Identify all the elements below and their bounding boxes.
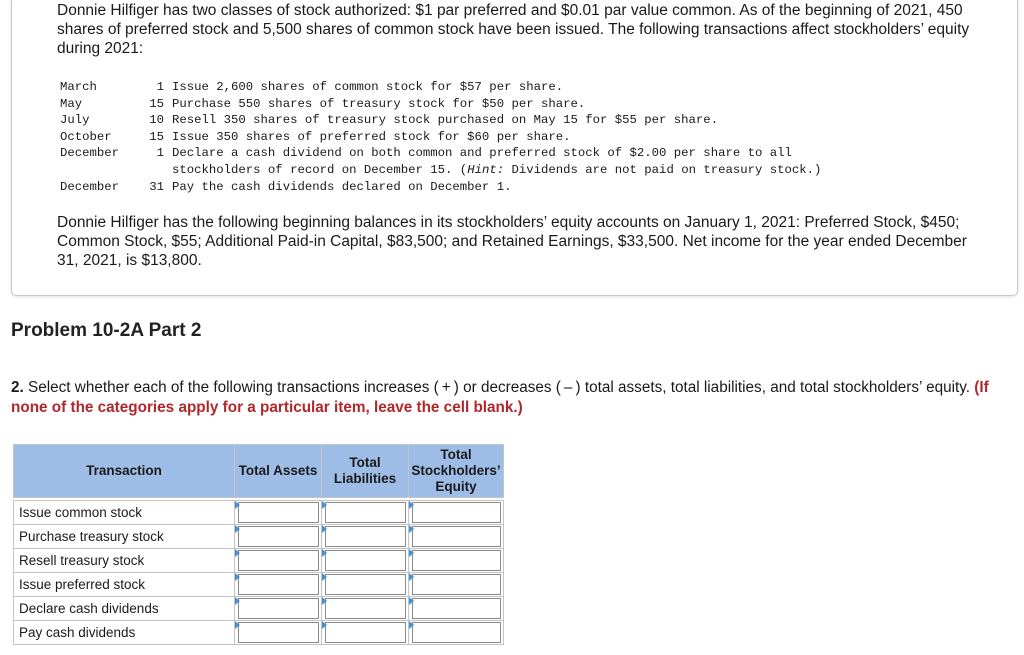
- total-liabilities-select[interactable]: [322, 621, 409, 645]
- dropdown-marker-icon: [409, 525, 414, 533]
- transaction-day: 31: [149, 179, 164, 194]
- hint-label: Hint:: [467, 162, 505, 177]
- transaction-row: [60, 79, 821, 96]
- answer-table-header: [14, 445, 504, 498]
- dropdown-box[interactable]: [238, 550, 319, 571]
- dropdown-marker-icon: [409, 621, 414, 629]
- total-equity-select[interactable]: [409, 549, 504, 573]
- header-total-assets: Total Assets: [235, 445, 322, 498]
- dropdown-marker-icon: [322, 525, 327, 533]
- total-assets-select[interactable]: [235, 549, 322, 573]
- answer-row: [14, 501, 504, 525]
- dropdown-box[interactable]: [412, 526, 501, 547]
- total-equity-select[interactable]: [409, 621, 504, 645]
- header-total-liabilities: Total Liabilities: [322, 445, 409, 498]
- transaction-text: Resell 350 shares of treasury stock purchased on May 15 for $55 per share.: [172, 113, 719, 128]
- dropdown-box[interactable]: [238, 526, 319, 547]
- total-assets-select[interactable]: [235, 597, 322, 621]
- dropdown-box[interactable]: [325, 502, 406, 523]
- instruction-number: 2.: [11, 379, 24, 396]
- header-total-stockholders-equity: Total Stockholders’ Equity: [409, 445, 504, 498]
- total-liabilities-select[interactable]: [322, 501, 409, 525]
- dropdown-marker-icon: [409, 549, 414, 557]
- dropdown-box[interactable]: [325, 574, 406, 595]
- total-equity-select[interactable]: [409, 597, 504, 621]
- dropdown-box[interactable]: [412, 598, 501, 619]
- total-liabilities-select[interactable]: [322, 549, 409, 573]
- transaction-text: [172, 162, 821, 179]
- dropdown-box[interactable]: [412, 574, 501, 595]
- row-transaction-label: Pay cash dividends: [14, 621, 235, 645]
- transaction-month: March: [60, 80, 97, 94]
- dropdown-box[interactable]: [412, 550, 501, 571]
- transaction-text: Purchase 550 shares of treasury stock for $50 per share.: [172, 96, 586, 111]
- answer-row: [14, 549, 504, 573]
- transaction-row: [60, 162, 821, 179]
- answer-row: [14, 525, 504, 549]
- transaction-text: Issue 350 shares of preferred stock for $60 per share.: [172, 129, 571, 144]
- dropdown-marker-icon: [409, 597, 414, 605]
- transaction-text-part: stockholders of record on December 15. (: [172, 162, 468, 177]
- transaction-day: [128, 162, 172, 179]
- row-transaction-label: Declare cash dividends: [14, 597, 235, 621]
- transaction-row: [60, 112, 821, 129]
- dropdown-marker-icon: [235, 573, 240, 581]
- transaction-month: December: [60, 146, 120, 161]
- total-equity-select[interactable]: [409, 525, 504, 549]
- total-assets-select[interactable]: [235, 621, 322, 645]
- dropdown-marker-icon: [322, 549, 327, 557]
- dropdown-marker-icon: [235, 501, 240, 509]
- dropdown-box[interactable]: [412, 502, 501, 523]
- transaction-day: 15: [149, 96, 164, 111]
- row-transaction-label: Issue preferred stock: [14, 573, 235, 597]
- instruction: [11, 378, 1021, 418]
- total-liabilities-select[interactable]: [322, 597, 409, 621]
- dropdown-marker-icon: [409, 501, 414, 509]
- instruction-hint: (If none of the categories apply for a particular item, leave the cell blank.): [11, 379, 989, 416]
- total-liabilities-select[interactable]: [322, 525, 409, 549]
- transaction-row: [60, 96, 821, 113]
- transaction-month: December: [60, 179, 120, 194]
- dropdown-marker-icon: [409, 573, 414, 581]
- total-equity-select[interactable]: [409, 573, 504, 597]
- part-title: Problem 10-2A Part 2: [11, 320, 202, 341]
- answer-table: [13, 444, 504, 645]
- transaction-text: Pay the cash dividends declared on December 1.: [172, 179, 512, 194]
- dropdown-box[interactable]: [238, 574, 319, 595]
- transaction-row: [60, 145, 821, 162]
- transaction-text: Declare a cash dividend on both common and preferred stock of $2.00 per share to all: [172, 146, 792, 161]
- row-transaction-label: Resell treasury stock: [14, 549, 235, 573]
- total-assets-select[interactable]: [235, 573, 322, 597]
- dropdown-box[interactable]: [325, 622, 406, 643]
- transaction-day: 15: [149, 129, 164, 144]
- total-liabilities-select[interactable]: [322, 573, 409, 597]
- beginning-balances: Donnie Hilfiger has the following beginning balances in its stockholders’ equity accounts on January 1, 2021: Preferred Stock, $450; Common Stock, $55; Additional Paid-in Capital, $83,500; and Retained Earnings, $33,500. Net income for the year ended December 31, 2021, is $13,800.: [57, 214, 967, 269]
- row-transaction-label: Issue common stock: [14, 501, 235, 525]
- dropdown-box[interactable]: [412, 622, 501, 643]
- transaction-text: Issue 2,600 shares of common stock for $57 per share.: [172, 80, 564, 94]
- transaction-day: 1: [156, 80, 164, 94]
- dropdown-box[interactable]: [325, 526, 406, 547]
- dropdown-box[interactable]: [325, 598, 406, 619]
- transaction-row: [60, 179, 821, 196]
- instruction-text: Select whether each of the following transactions increases ( + ) or decreases ( – ) total assets, total liabilities, and total stockholders’ equity.: [23, 379, 975, 396]
- dropdown-marker-icon: [235, 525, 240, 533]
- dropdown-box[interactable]: [325, 550, 406, 571]
- total-assets-select[interactable]: [235, 501, 322, 525]
- transaction-day: 10: [149, 113, 164, 128]
- answer-row: [14, 573, 504, 597]
- transaction-month: May: [60, 96, 83, 111]
- dropdown-box[interactable]: [238, 622, 319, 643]
- hint-text: Dividends are not paid on treasury stock.): [504, 162, 822, 177]
- transaction-month: July: [60, 113, 90, 128]
- transactions-list: [60, 79, 821, 195]
- transaction-row: [60, 129, 821, 146]
- dropdown-marker-icon: [322, 621, 327, 629]
- header-transaction: Transaction: [14, 445, 235, 498]
- transaction-month: [60, 162, 128, 179]
- answer-row: [14, 621, 504, 645]
- dropdown-marker-icon: [322, 597, 327, 605]
- problem-intro: Donnie Hilfiger has two classes of stock authorized: $1 par preferred and $0.01 par value common. As of the beginning of 2021, 450 shares of preferred stock and 5,500 shares of common stock have been issued. The following transactions affect stockholders’ equity during 2021:: [57, 2, 970, 57]
- dropdown-box[interactable]: [238, 502, 319, 523]
- dropdown-marker-icon: [235, 597, 240, 605]
- dropdown-marker-icon: [235, 549, 240, 557]
- transaction-month: October: [60, 129, 112, 144]
- dropdown-marker-icon: [235, 621, 240, 629]
- total-equity-select[interactable]: [409, 501, 504, 525]
- dropdown-marker-icon: [322, 501, 327, 509]
- dropdown-marker-icon: [322, 573, 327, 581]
- transaction-day: 1: [156, 146, 164, 161]
- answer-row: [14, 597, 504, 621]
- total-assets-select[interactable]: [235, 525, 322, 549]
- row-transaction-label: Purchase treasury stock: [14, 525, 235, 549]
- dropdown-box[interactable]: [238, 598, 319, 619]
